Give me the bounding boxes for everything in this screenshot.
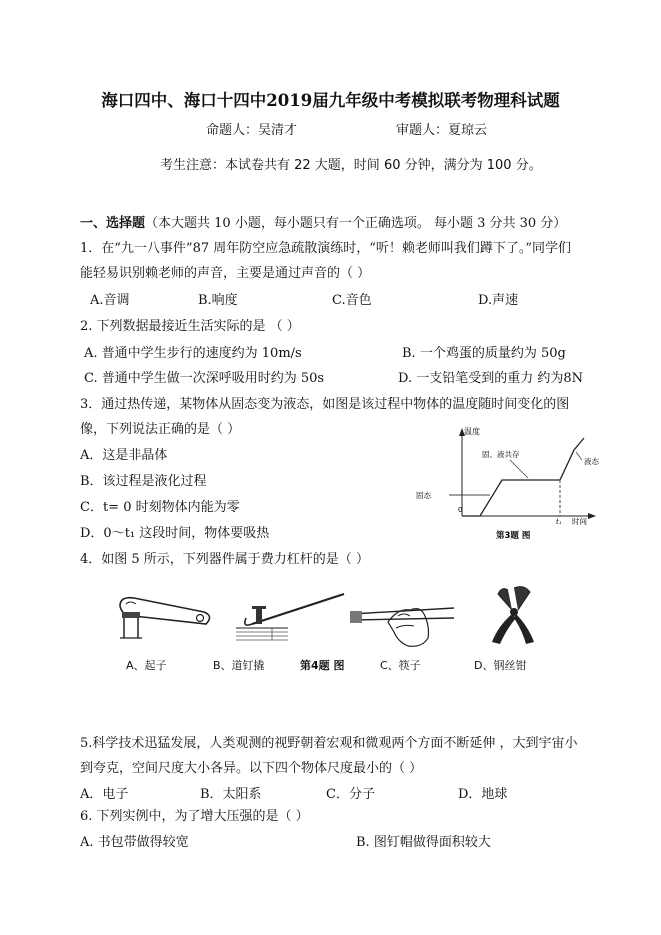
q1-option-b: B.响度 (198, 293, 238, 308)
x-axis-arrow (588, 513, 596, 519)
q2-option-c: C. 普通中学生做一次深呼吸用时约为 50s (84, 371, 325, 386)
q5-option-d: D．地球 (458, 787, 508, 802)
q1-line1: 1．在“九一八事件”87 周年防空应急疏散演练时，“听！赖老师叫我们蹲下了。”同学们 (80, 241, 572, 256)
q5-option-b: B．太阳系 (200, 787, 262, 802)
q2-option-b: B. 一个鸡蛋的质量约为 50g (402, 346, 566, 361)
q2-option-d: D. 一支铅笔受到的重力 约为8N (398, 371, 584, 386)
q3-option-d: D．0～t₁ 这段时间，物体要吸热 (80, 526, 270, 541)
q4-stem: 4．如图 5 所示，下列器件属于费力杠杆的是（ ） (80, 552, 369, 567)
q5-line2: 到夸克，空间尺度大小各异。以下四个物体尺度最小的（ ） (80, 761, 423, 776)
q2-stem: 2. 下列数据最接近生活实际的是 （ ） (80, 319, 300, 334)
graph-caption: 第3题 图 (496, 531, 531, 541)
section-heading-rest: （本大题共 10 小题，每小题只有一个正确选项。 每小题 3 分共 30 分） (145, 216, 567, 231)
q4-figure-caption: 第4题 图 (300, 659, 345, 672)
q1-option-d: D.声速 (478, 293, 519, 308)
graph-label-left: 固态 (416, 491, 431, 500)
graph-origin: 0 (458, 506, 463, 514)
q2-option-a: A. 普通中学生步行的速度约为 10m/s (84, 346, 302, 361)
temperature-curve (462, 438, 584, 516)
right-label-leader (576, 452, 582, 460)
q1-option-c: C.音色 (332, 293, 372, 308)
q3-line2: 像，下列说法正确的是（ ） (80, 422, 241, 437)
graph-t1: t₁ (556, 518, 562, 526)
reviewer-label: 审题人：夏琼云 (396, 123, 488, 138)
q4-caption-a: A、起子 (126, 659, 167, 672)
q4-caption-b: B、道钉撬 (213, 659, 265, 672)
q4-caption-d: D、钢丝钳 (474, 659, 527, 672)
pliers-figure (478, 582, 548, 648)
q6-stem: 6. 下列实例中，为了增大压强的是（ ） (80, 809, 309, 824)
crowbar-figure (232, 590, 350, 645)
graph-xlabel: 时间 (572, 517, 587, 526)
exam-notice: 考生注意：本试卷共有 22 大题，时间 60 分钟，满分为 100 分。 (160, 158, 542, 173)
q5-option-a: A．电子 (80, 787, 129, 802)
q5-option-c: C．分子 (326, 787, 375, 802)
q1-option-a: A.音调 (90, 293, 130, 308)
q6-option-a: A. 书包带做得较宽 (80, 835, 189, 850)
chopsticks-figure (348, 592, 460, 650)
graph-ylabel: 温度 (464, 427, 480, 436)
q1-line2: 能轻易识别赖老师的声音，主要是通过声音的（ ） (80, 266, 371, 281)
q3-line1: 3．通过热传递，某物体从固态变为液态，如图是该过程中物体的温度随时间变化的图 (80, 397, 570, 412)
section-heading-bold: 一、选择题 (80, 216, 146, 231)
exam-title: 海口四中、海口十四中2019届九年级中考模拟联考物理科试题 (101, 91, 560, 110)
q5-line1: 5.科学技术迅猛发展，人类观测的视野朝着宏观和微观两个方面不断延伸 ，大到宇宙小 (80, 736, 578, 751)
graph-label-right: 液态 (584, 457, 599, 466)
graph-label-mid: 固、液共存 (482, 450, 520, 459)
author-label: 命题人：吴清才 (206, 123, 298, 138)
bottle-opener-figure (112, 590, 217, 645)
q3-option-a: A．这是非晶体 (80, 448, 168, 463)
mid-label-leader (510, 460, 528, 478)
q3-option-b: B．该过程是液化过程 (80, 474, 207, 489)
q3-option-c: C．t= 0 时刻物体内能为零 (80, 500, 240, 515)
section-heading (80, 215, 566, 233)
q6-option-b: B. 图钉帽做得面积较大 (356, 835, 491, 850)
temperature-time-graph (412, 420, 612, 545)
q4-caption-c: C、筷子 (380, 659, 421, 672)
